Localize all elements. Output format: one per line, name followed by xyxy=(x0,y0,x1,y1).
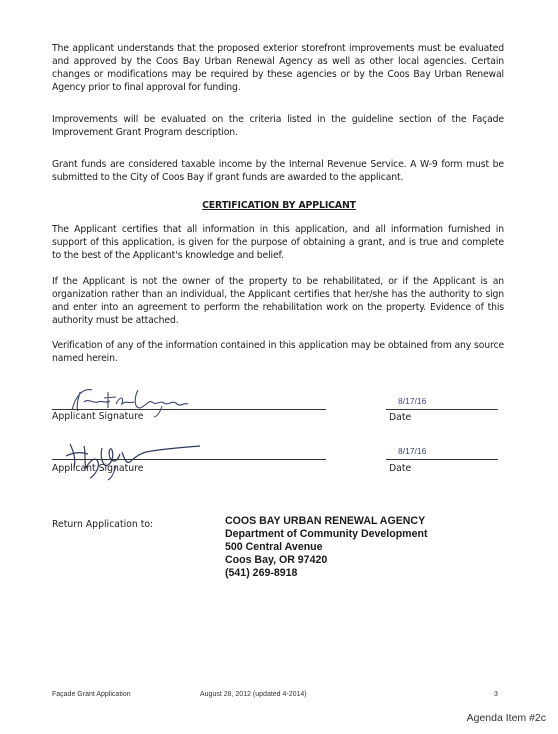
paragraph-verification: Verification of any of the information contained in this application may be obtained from any source named herein. xyxy=(52,340,504,364)
signature-date-1: 8/17/16 xyxy=(398,396,427,406)
applicant-signature-2-image xyxy=(56,438,206,482)
phone-number: (541) 269-8918 xyxy=(225,567,298,579)
paragraph-evaluation-approval: The applicant understands that the proposed exterior storefront improvements must be evaluated and approved by the Coos Bay Urban Renewal Agency as well as other local agencies. Certain changes or modifications may be required by these agencies or by the Coos Bay Urban Renewal Agency prior to final approval for funding. xyxy=(52,43,504,93)
city-state-zip: Coos Bay, OR 97420 xyxy=(225,554,328,566)
agency-name: COOS BAY URBAN RENEWAL AGENCY xyxy=(225,515,426,527)
certification-heading: CERTIFICATION BY APPLICANT xyxy=(202,200,356,211)
footer-document-title: Façade Grant Application xyxy=(52,691,131,698)
applicant-signature-label-1: Applicant Signature xyxy=(52,411,144,422)
return-application-label: Return Application to: xyxy=(52,519,154,530)
signature-line-1 xyxy=(52,409,326,410)
date-label-2: Date xyxy=(389,463,412,474)
date-line-1 xyxy=(386,409,498,410)
date-label-1: Date xyxy=(389,412,412,423)
date-line-2 xyxy=(386,459,498,460)
paragraph-certifies-info: The Applicant certifies that all information in this application, and all information furnished in support of this application, is given for the purpose of obtaining a grant, and is true and complete to the best of the Applicant's knowledge and belief. xyxy=(52,224,504,261)
paragraph-taxable-income: Grant funds are considered taxable income by the Internal Revenue Service. A W-9 form must be submitted to the City of Coos Bay if grant funds are awarded to the applicant. xyxy=(52,159,504,183)
department-name: Department of Community Development xyxy=(225,528,428,540)
paragraph-evaluation-criteria: Improvements will be evaluated on the criteria listed in the guideline section of the Façade Improvement Grant Program description. xyxy=(52,114,504,138)
footer-page-number: 3 xyxy=(494,691,498,698)
signature-date-2: 8/17/16 xyxy=(398,446,427,456)
return-address-block xyxy=(225,515,427,580)
applicant-signature-label-2: Applicant Signature xyxy=(52,463,144,474)
street-address: 500 Central Avenue xyxy=(225,541,323,553)
footer-date: August 28, 2012 (updated 4-2014) xyxy=(200,691,307,698)
signature-line-2 xyxy=(52,459,326,460)
agenda-item-label: Agenda Item #2c xyxy=(466,712,546,724)
paragraph-owner-authority: If the Applicant is not the owner of the property to be rehabilitated, or if the Applicant is an organization rather than an individual, the Applicant certifies that her/she has the authority to sign and enter into an agreement to perform the rehabilitation work on the property. Evidence of this authority must be attached. xyxy=(52,276,504,326)
